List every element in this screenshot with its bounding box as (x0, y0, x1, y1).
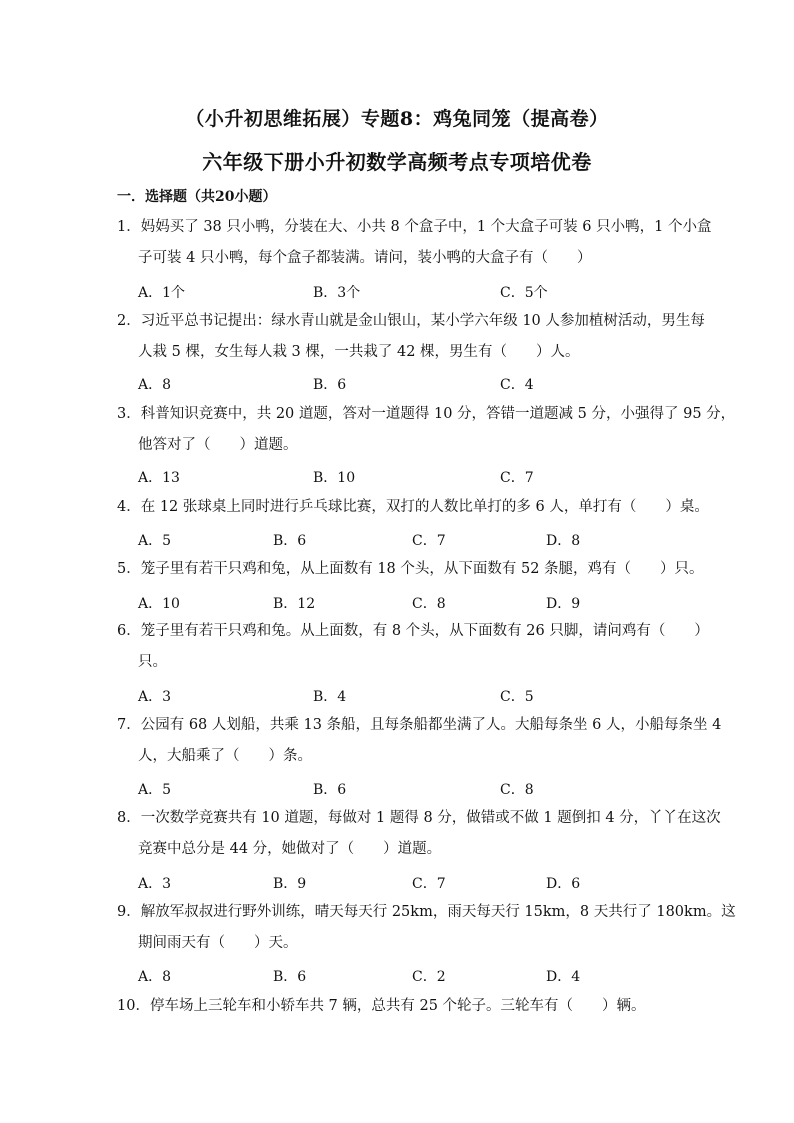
question-1 (117, 212, 712, 274)
option-a[interactable]: A．8 (138, 377, 172, 393)
option-a[interactable]: A．3 (138, 876, 172, 892)
option-c[interactable]: C．7 (412, 533, 446, 549)
option-a[interactable]: A．5 (138, 782, 172, 798)
option-d[interactable]: D．9 (546, 596, 581, 612)
option-a[interactable]: A．1个 (138, 285, 186, 301)
question-line: 人栽 5 棵，女生每人栽 3 棵，一共栽了 42 棵，男生有（ ）人。 (138, 344, 580, 360)
option-b[interactable]: B．3个 (313, 285, 361, 301)
option-b[interactable]: B．12 (273, 596, 316, 612)
question-line: 期间雨天有（ ）天。 (138, 935, 298, 951)
option-a[interactable]: A．10 (138, 596, 180, 612)
question-5 (117, 554, 704, 585)
question-line: 2．习近平总书记提出：绿水青山就是金山银山，某小学六年级 10 人参加植树活动，男生每 (117, 313, 705, 329)
option-a[interactable]: A．3 (138, 689, 172, 705)
option-c[interactable]: C．4 (500, 377, 534, 393)
question-8 (117, 803, 721, 865)
option-b[interactable]: B．6 (273, 969, 307, 985)
question-line: 7．公园有 68 人划船，共乘 13 条船，且每条船都坐满了人。大船每条坐 6 人，小船每条坐 4 (117, 717, 722, 733)
option-b[interactable]: B．10 (313, 470, 356, 486)
option-d[interactable]: D．8 (546, 533, 581, 549)
option-a[interactable]: A．13 (138, 470, 180, 486)
question-line: 3．科普知识竞赛中，共 20 道题，答对一道题得 10 分，答错一道题减 5 分，小强得了 95 分， (117, 406, 736, 422)
question-6 (117, 616, 709, 678)
option-c[interactable]: C．5个 (500, 285, 548, 301)
question-line: 6．笼子里有若干只鸡和兔。从上面数，有 8 个头，从下面数有 26 只脚，请问鸡有（ ） (117, 623, 709, 639)
option-c[interactable]: C．5 (500, 689, 534, 705)
question-line: 他答对了（ ）道题。 (138, 437, 298, 453)
option-d[interactable]: D．6 (546, 876, 581, 892)
question-9 (117, 897, 736, 959)
option-b[interactable]: B．6 (273, 533, 307, 549)
option-c[interactable]: C．8 (500, 782, 534, 798)
question-3 (117, 399, 736, 461)
option-b[interactable]: B．4 (313, 689, 347, 705)
option-c[interactable]: C．8 (412, 596, 446, 612)
question-line: 9．解放军叔叔进行野外训练，晴天每天行 25km，雨天每天行 15km，8 天共行了 180km。这 (117, 904, 736, 920)
option-c[interactable]: C．2 (412, 969, 446, 985)
question-10 (117, 991, 697, 1022)
option-a[interactable]: A．5 (138, 533, 172, 549)
section-heading: 一．选择题（共20小题） (117, 189, 277, 205)
question-line: 竞赛中总分是 44 分，她做对了（ ）道题。 (138, 841, 442, 857)
question-4 (117, 492, 709, 523)
document-title: （小升初思维拓展）专题8：鸡兔同笼（提高卷） (185, 108, 609, 130)
option-d[interactable]: D．4 (546, 969, 581, 985)
document-subtitle: 六年级下册小升初数学高频考点专项培优卷 (202, 150, 592, 174)
question-line: 子可装 4 只小鸭，每个盒子都装满。请问，装小鸭的大盒子有（ ） (138, 250, 592, 266)
option-b[interactable]: B．6 (313, 377, 347, 393)
option-a[interactable]: A．8 (138, 969, 172, 985)
question-line: 只。 (138, 654, 167, 670)
question-line: 10．停车场上三轮车和小轿车共 7 辆，总共有 25 个轮子。三轮车有（ ）辆。 (117, 998, 646, 1014)
question-line: 5．笼子里有若干只鸡和兔，从上面数有 18 个头，从下面数有 52 条腿，鸡有（ ）只。 (117, 561, 704, 577)
question-line: 8．一次数学竞赛共有 10 道题，每做对 1 题得 8 分，做错或不做 1 题倒扣 4 分，丫丫在这次 (117, 810, 721, 826)
question-2 (117, 306, 705, 368)
option-b[interactable]: B．6 (313, 782, 347, 798)
question-line: 人，大船乘了（ ）条。 (138, 748, 312, 764)
question-line: 1．妈妈买了 38 只小鸭，分装在大、小共 8 个盒子中，1 个大盒子可装 6 只小鸭，1 个小盒 (117, 219, 712, 235)
question-line: 4．在 12 张球桌上同时进行乒乓球比赛，双打的人数比单打的多 6 人，单打有（ ）桌。 (117, 499, 709, 515)
question-7 (117, 710, 722, 772)
option-b[interactable]: B．9 (273, 876, 307, 892)
option-c[interactable]: C．7 (412, 876, 446, 892)
option-c[interactable]: C．7 (500, 470, 534, 486)
